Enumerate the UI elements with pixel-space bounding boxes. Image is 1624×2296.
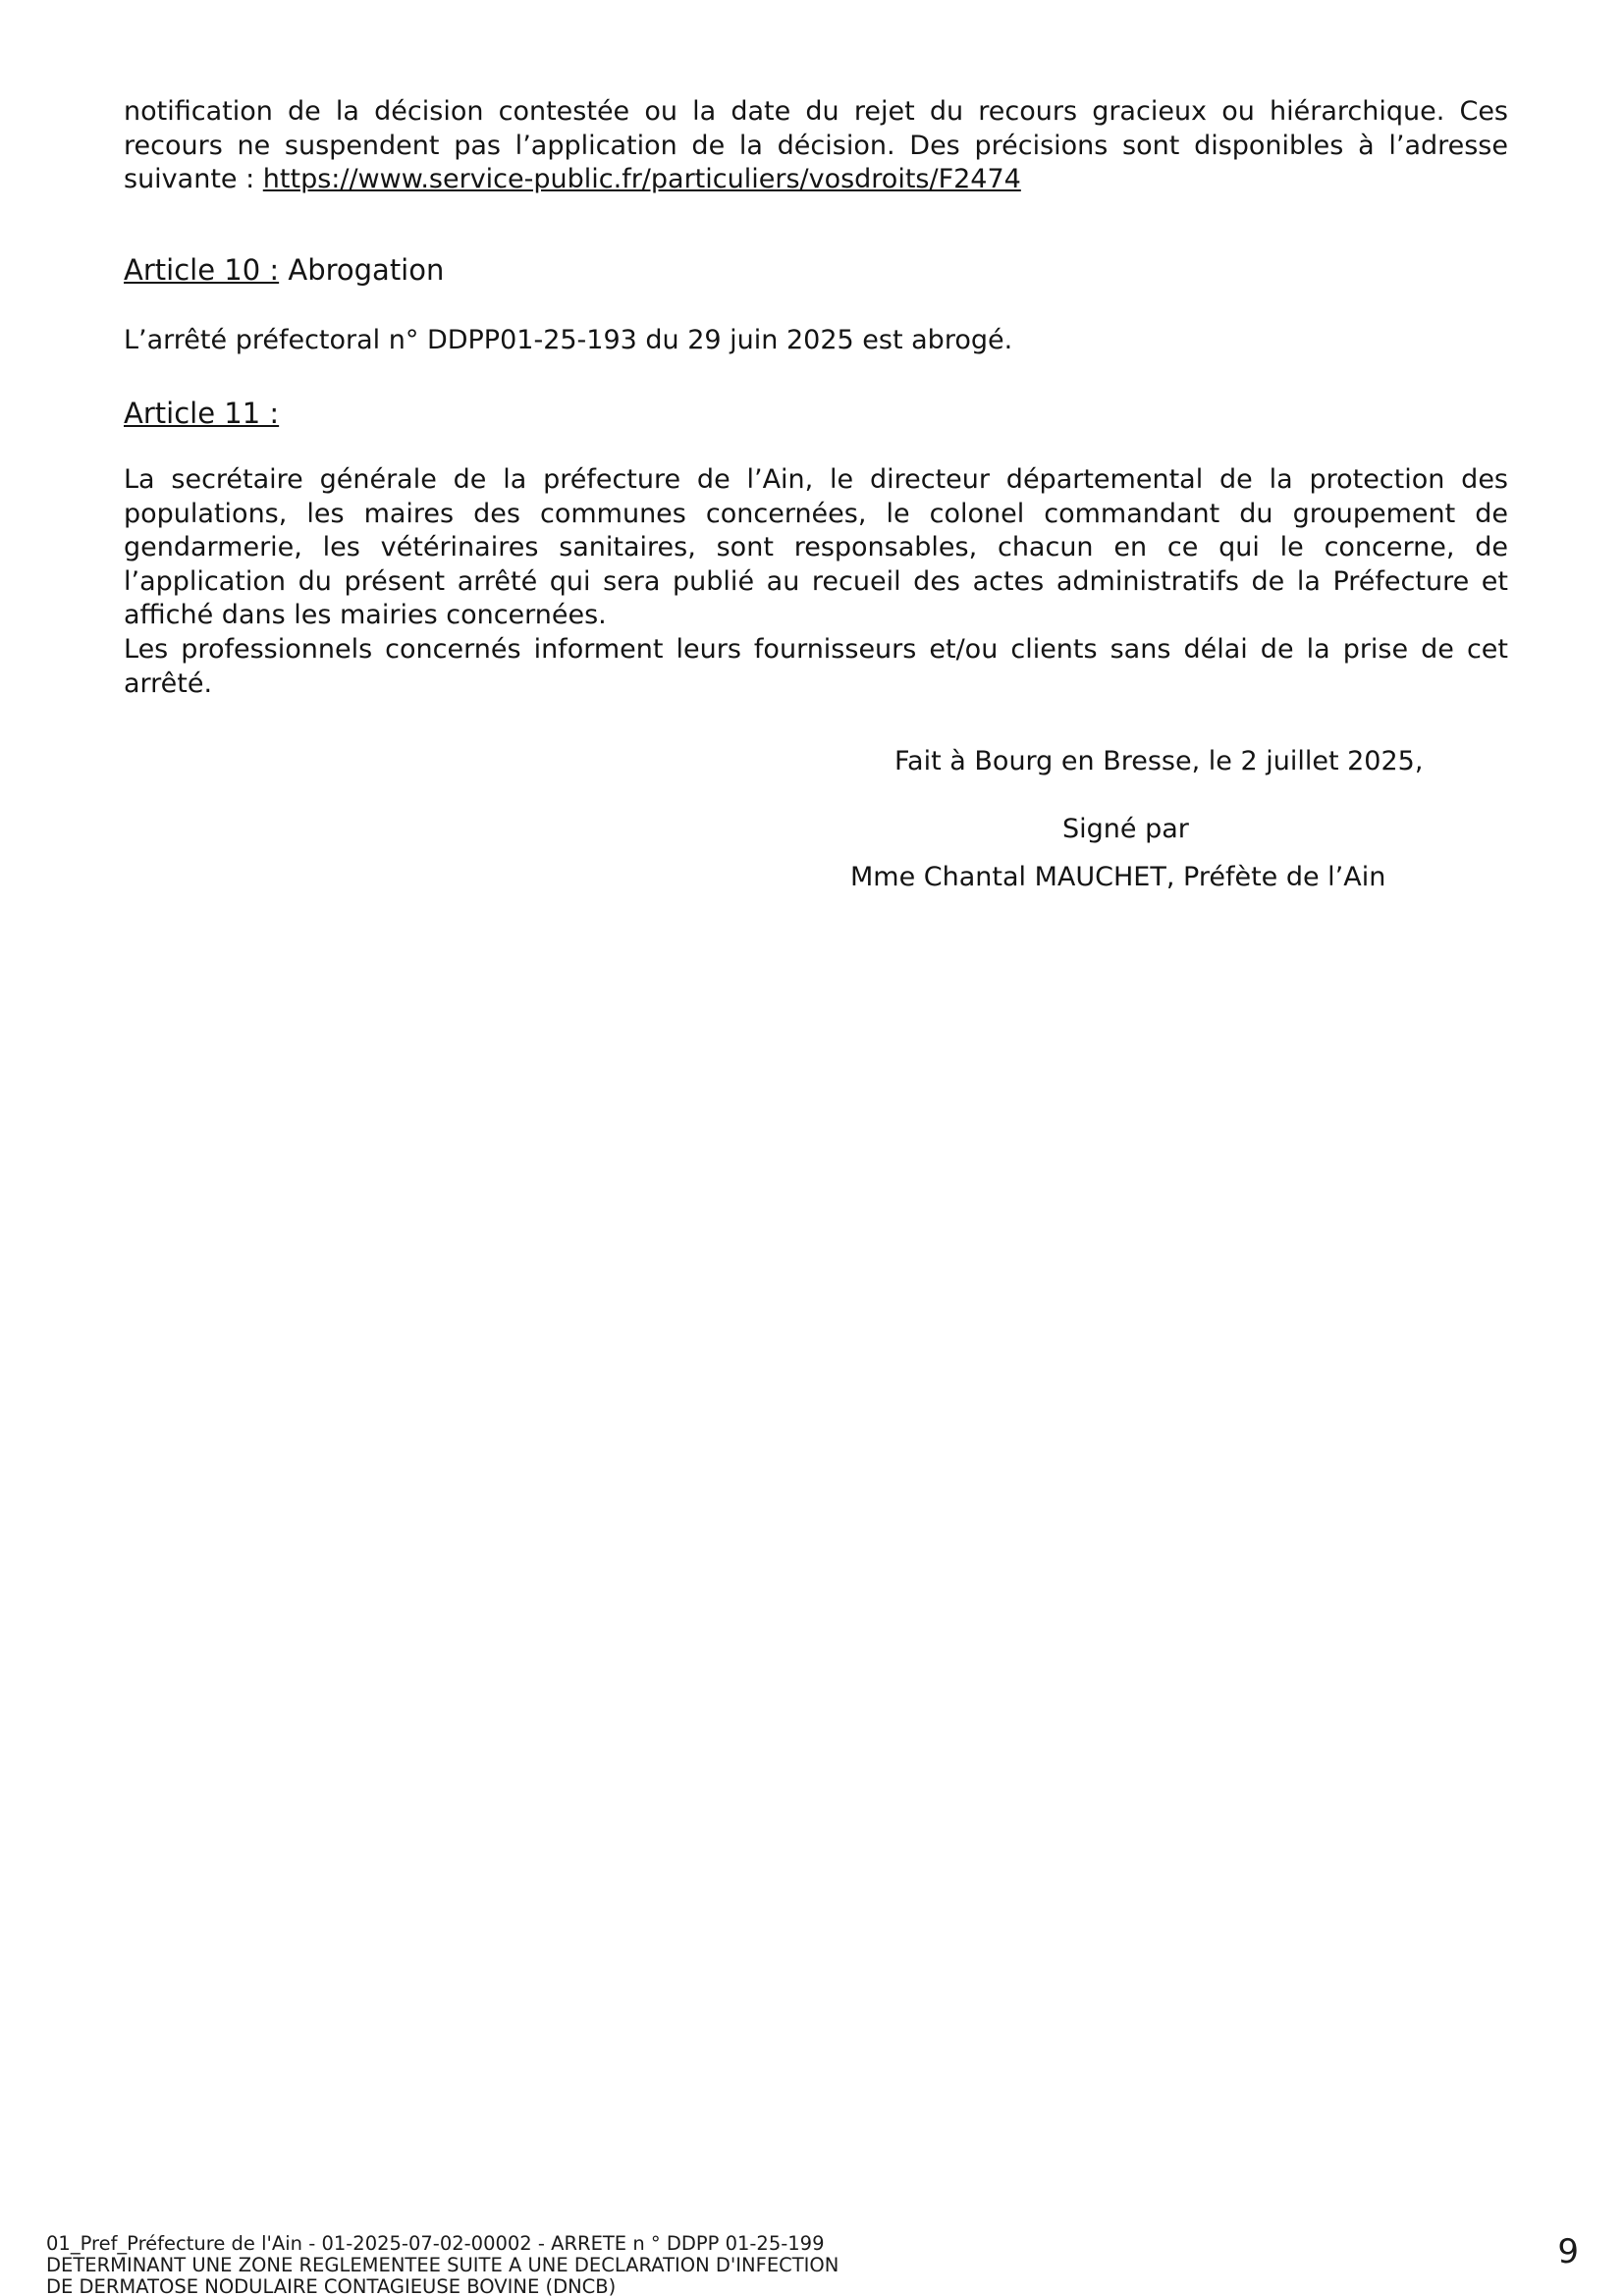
article-10-heading [124, 252, 444, 288]
footer-line-3: DE DERMATOSE NODULAIRE CONTAGIEUSE BOVINE (DNCB) [46, 2275, 617, 2296]
signature-signatory: Mme Chantal MAUCHET, Préfète de l’Ain [850, 862, 1386, 892]
page-footer [46, 2233, 1224, 2296]
recourse-text: notification de la décision contestée ou la date du rejet du recours gracieux ou hiérarchique. Ces recours ne suspendent pas l’application de la décision. Des précisions sont disponibles à l’adresse suivante : [124, 96, 1508, 194]
signature-signed-by: Signé par [1062, 814, 1189, 844]
article-10-body: L’arrêté préfectoral n° DDPP01-25-193 du 29 juin 2025 est abrogé. [124, 325, 1013, 355]
article-11-paragraph-2: Les professionnels concernés informent leurs fournisseurs et/ou clients sans délai de la prise de cet arrêté. [124, 634, 1508, 699]
article-10-title: Abrogation [279, 253, 445, 287]
article-11-paragraph-1: La secrétaire générale de la préfecture de l’Ain, le directeur départemental de la protection des populations, les maires des communes concernées, le colonel commandant du groupement de gendarmerie, les vétérinaires sanitaires, sont responsables, chacun en ce qui le concerne, de l’application du présent arrêté qui sera publié au recueil des actes administratifs de la Préfecture et affiché dans les mairies concernées. [124, 464, 1508, 630]
recourse-paragraph [124, 95, 1508, 197]
service-public-link[interactable]: https://www.service-public.fr/particuliers/vosdroits/F2474 [262, 164, 1021, 194]
article-11-heading [124, 396, 279, 431]
footer-line-1: 01_Pref_Préfecture de l'Ain - 01-2025-07-02-00002 - ARRETE n ° DDPP 01-25-199 [46, 2233, 825, 2255]
page-number: 9 [1557, 2232, 1579, 2271]
article-11-label: Article 11 : [124, 397, 280, 430]
signature-place-date: Fait à Bourg en Bresse, le 2 juillet 2025, [894, 746, 1424, 776]
footer-line-2: DETERMINANT UNE ZONE REGLEMENTEE SUITE A UNE DECLARATION D'INFECTION [46, 2254, 839, 2276]
article-10-label: Article 10 : [124, 253, 280, 287]
